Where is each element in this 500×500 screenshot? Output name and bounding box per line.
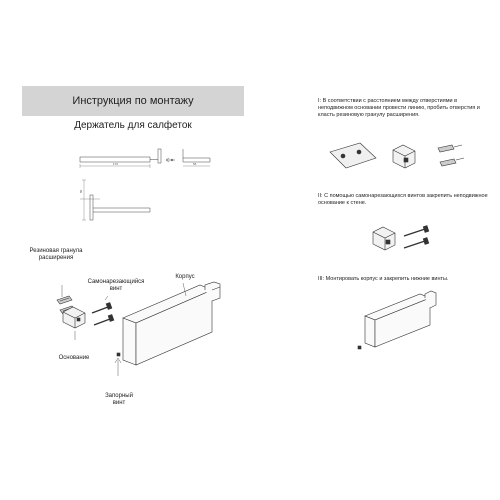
- label-self-tapping-screw: Самонарезающийся винт: [87, 279, 145, 292]
- step1-illustration: [330, 143, 464, 168]
- step2-illustration: [373, 226, 429, 250]
- svg-text:80: 80: [79, 189, 83, 193]
- holder-body-icon: [123, 282, 220, 365]
- screw-icon: [92, 302, 114, 325]
- svg-text:56: 56: [193, 162, 197, 166]
- base-block-icon: [63, 307, 85, 328]
- page-title: Инструкция по монтажу: [72, 95, 194, 107]
- svg-text:176: 176: [113, 162, 119, 166]
- step-2-text: II: С помощью самонарезающихся винтов закрепить неподвижное основание к стене.: [318, 193, 488, 206]
- label-rubber-plug: Резиновая гранула расширения: [29, 248, 83, 261]
- product-name: Держатель для салфеток: [74, 120, 192, 131]
- step-3-text: III: Монтировать корпус и закрепить нижние винты.: [318, 276, 449, 282]
- label-locking-screw: Запорный винт: [105, 393, 133, 406]
- dimension-drawing-top: [80, 149, 210, 168]
- dimension-drawing-front: [80, 180, 150, 220]
- step3-illustration: [358, 291, 436, 349]
- label-base: Основание: [58, 355, 90, 361]
- step-1-text: I: В соответствии с расстоянием между отверстиями в неподвижном основании провести линию, пробить отверстия и класть резиновую гранулу расширения.: [318, 98, 480, 118]
- label-body: Корпус: [175, 274, 195, 280]
